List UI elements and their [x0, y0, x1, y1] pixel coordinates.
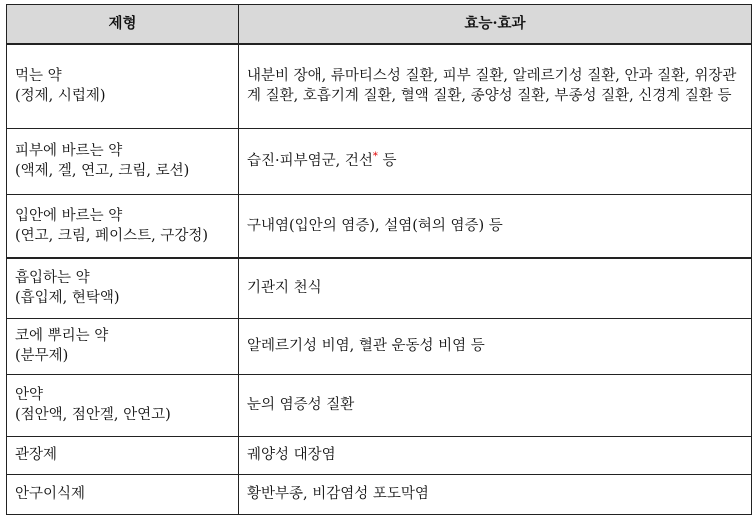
table-row	[7, 44, 752, 128]
form-subtypes: (흡입제, 현탁액)	[15, 290, 120, 307]
table-row	[7, 318, 752, 374]
form-name: 피부에 바르는 약	[15, 143, 123, 159]
form-subtypes: (분무제)	[15, 348, 69, 364]
form-cell	[7, 128, 239, 194]
form-subtypes: (정제, 시럽제)	[15, 88, 106, 105]
drug-form-effect-table	[6, 4, 752, 515]
effect-text: 알레르기성 비염, 혈관 운동성 비염 등	[247, 338, 485, 354]
effect-cell	[239, 194, 752, 258]
effect-cell	[239, 374, 752, 436]
header-effect: 효능·효과	[239, 5, 752, 45]
form-cell	[7, 318, 239, 374]
header-form: 제형	[7, 5, 239, 45]
form-cell	[7, 258, 239, 318]
table-row	[7, 128, 752, 194]
footnote-mark: *	[372, 151, 378, 163]
form-name: 흡입하는 약	[15, 270, 90, 287]
effect-cell	[239, 44, 752, 128]
form-name: 코에 뿌리는 약	[15, 328, 109, 344]
table-row	[7, 436, 752, 474]
form-name: 먹는 약	[15, 68, 62, 85]
effect-text: 구내염(입안의 염증), 설염(혀의 염증) 등	[247, 217, 503, 234]
effect-cell	[239, 474, 752, 514]
form-cell	[7, 374, 239, 436]
table-row	[7, 194, 752, 258]
form-subtypes: (액제, 겔, 연고, 크림, 로션)	[15, 163, 190, 179]
effect-cell	[239, 318, 752, 374]
effect-cell	[239, 128, 752, 194]
form-name: 안구이식제	[15, 486, 86, 502]
table-row	[7, 258, 752, 318]
form-cell	[7, 194, 239, 258]
effect-cell	[239, 436, 752, 474]
effect-text: 내분비 장애, 류마티스성 질환, 피부 질환, 알레르기성 질환, 안과 질환, 위장관계 질환, 호흡기계 질환, 혈액 질환, 종양성 질환, 부종성 질환, 신경계 질환 등	[247, 68, 737, 105]
effect-cell	[239, 258, 752, 318]
effect-text: 궤양성 대장염	[247, 447, 336, 463]
form-name: 관장제	[15, 447, 58, 463]
effect-text: 황반부종, 비감염성 포도막염	[247, 486, 429, 502]
form-subtypes: (점안액, 점안겔, 안연고)	[15, 407, 171, 423]
form-name: 입안에 바르는 약	[15, 207, 123, 224]
effect-text: 눈의 염증성 질환	[247, 397, 355, 413]
header-row	[7, 5, 752, 45]
form-name: 안약	[15, 387, 44, 403]
table-row	[7, 474, 752, 514]
form-subtypes: (연고, 크림, 페이스트, 구강정)	[15, 227, 209, 244]
form-cell	[7, 436, 239, 474]
form-cell	[7, 474, 239, 514]
effect-text: 기관지 천식	[247, 280, 322, 297]
table-row	[7, 374, 752, 436]
form-cell	[7, 44, 239, 128]
effect-text: 습진·피부염군, 건선	[247, 153, 373, 169]
effect-text-tail: 등	[377, 153, 397, 169]
